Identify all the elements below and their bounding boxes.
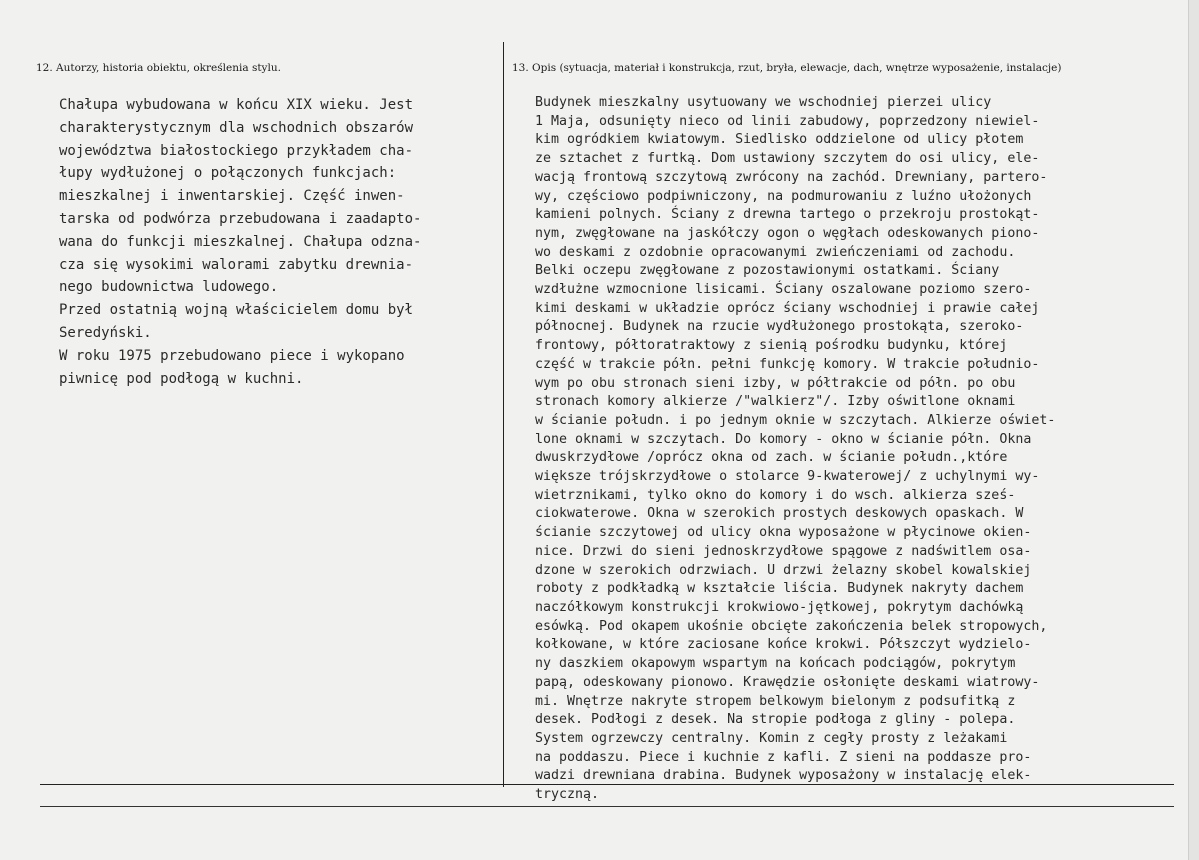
- history-text-line: nego budownictwa ludowego.: [59, 279, 279, 296]
- description-text-line: na poddaszu. Piece i kuchnie z kafli. Z sieni na poddasze pro-: [535, 749, 1032, 765]
- history-text-line: Przed ostatnią wojną właścicielem domu był: [59, 302, 414, 319]
- description-text-line: System ogrzewczy centralny. Komin z cegły prosty z leżakami: [535, 730, 1008, 746]
- description-text-line: część w trakcie półn. pełni funkcję komory. W trakcie południo-: [535, 356, 1040, 372]
- description-text-line: naczółkowym konstrukcji krokwiowo-jętkowej, pokrytym dachówką: [535, 599, 1024, 615]
- section-13-header: 13. Opis (sytuacja, materiał i konstrukcja, rzut, bryła, elewacje, dach, wnętrze wyposażenie, instalacje): [512, 62, 1062, 74]
- history-text-line: tarska od podwórza przebudowana i zaadapto-: [59, 210, 422, 227]
- description-text-line: wzdłużne wzmocnione lisicami. Ściany oszalowane poziomo szero-: [535, 282, 1032, 298]
- description-text-line: wy, częściowo podpiwniczony, na podmurowaniu z luźno ułożonych: [535, 188, 1032, 204]
- description-text-line: desek. Podłogi z desek. Na stropie podłoga z gliny - polepa.: [535, 712, 1016, 728]
- history-text-line: cza się wysokimi walorami zabytku drewnia-: [59, 256, 414, 273]
- history-text-line: mieszkalnej i inwentarskiej. Część inwen-: [59, 188, 405, 205]
- history-text-line: W roku 1975 przebudowano piece i wykopano: [59, 347, 405, 364]
- history-text-line: łupy wydłużonej o połączonych funkcjach:: [59, 165, 397, 182]
- history-text-line: Seredyński.: [59, 324, 152, 341]
- description-text-line: dzone w szerokich odrzwiach. U drzwi żelazny skobel kowalskiej: [535, 562, 1032, 578]
- history-text-line: Chałupa wybudowana w końcu XIX wieku. Jest: [59, 97, 414, 113]
- description-text-line: ścianie szczytowej od ulicy okna wyposażone w płycinowe okien-: [535, 525, 1032, 541]
- description-text-line: mi. Wnętrze nakryte stropem belkowym bielonym z podsufitką z: [535, 693, 1016, 709]
- description-text-line: większe trójskrzydłowe o stolarce 9-kwaterowej/ z uchylnymi wy-: [535, 469, 1040, 485]
- description-text-block: [535, 94, 1055, 805]
- description-text-line: wo deskami z ozdobnie opracowanymi zwieńczeniami od zachodu.: [535, 244, 1016, 260]
- section-12-header: 12. Autorzy, historia obiektu, określenia stylu.: [36, 62, 281, 74]
- description-text-line: kamieni polnych. Ściany z drewna tartego o przekroju prostokąt-: [535, 207, 1040, 223]
- history-text-line: województwa białostockiego przykładem cha-: [59, 142, 414, 159]
- description-text-line: nym, zwęgłowane na jaskółczy ogon o węgłach odeskowanych piono-: [535, 225, 1040, 241]
- history-text-line: charakterystycznym dla wschodnich obszarów: [59, 119, 414, 136]
- description-text-line: wadzi drewniana drabina. Budynek wyposażony w instalację elek-: [535, 768, 1032, 784]
- description-text-line: północnej. Budynek na rzucie wydłużonego prostokąta, szeroko-: [535, 319, 1024, 335]
- description-text-line: 1 Maja, odsunięty nieco od linii zabudowy, poprzedzony niewiel-: [535, 113, 1040, 129]
- description-text-line: kołkowane, w które zaciosane końce krokwi. Półszczyt wydzielo-: [535, 637, 1032, 653]
- description-text-line: wacją frontową szczytową zwrócony na zachód. Drewniany, partero-: [535, 169, 1048, 185]
- description-text-line: kim ogródkiem kwiatowym. Siedlisko oddzielone od ulicy płotem: [535, 132, 1024, 148]
- description-text-line: nice. Drzwi do sieni jednoskrzydłowe spągowe z nadświtlem osa-: [535, 543, 1032, 559]
- description-text-line: stronach komory alkierze /"walkierz"/. Izby oświtlone oknami: [535, 394, 1016, 410]
- history-text-block: [59, 94, 421, 390]
- description-text-line: lone oknami w szczytach. Do komory - okno w ścianie półn. Okna: [535, 431, 1032, 447]
- description-text-line: frontowy, półtoratraktowy z sienią pośrodku budynku, której: [535, 338, 1008, 354]
- page-edge-shadow: [1188, 0, 1199, 860]
- description-text-line: w ścianie połudn. i po jednym oknie w szczytach. Alkierze oświet-: [535, 412, 1056, 428]
- history-text-line: piwnicę pod podłogą w kuchni.: [59, 370, 304, 387]
- description-text-line: wym po obu stronach sieni izby, w półtrakcie od półn. po obu: [535, 375, 1016, 391]
- description-text-line: roboty z podkładką w kształcie liścia. Budynek nakryty dachem: [535, 581, 1024, 597]
- description-text-line: dwuskrzydłowe /oprócz okna od zach. w ścianie połudn.,które: [535, 450, 1008, 466]
- description-text-line: esówką. Pod okapem ukośnie obcięte zakończenia belek stropowych,: [535, 618, 1048, 634]
- description-text-line: wietrznikami, tylko okno do komory i do wsch. alkierza sześ-: [535, 487, 1016, 503]
- description-text-line: kimi deskami w układzie oprócz ściany wschodniej i prawie całej: [535, 300, 1040, 316]
- description-text-line: Budynek mieszkalny usytuowany we wschodniej pierzei ulicy: [535, 95, 992, 110]
- footer-rule: [40, 806, 1174, 807]
- description-text-line: tryczną.: [535, 787, 600, 803]
- description-text-line: ny daszkiem okapowym wspartym na końcach podciągów, pokrytym: [535, 656, 1016, 672]
- description-text-line: ciokwaterowe. Okna w szerokich prostych deskowych opaskach. W: [535, 506, 1024, 522]
- description-text-line: ze sztachet z furtką. Dom ustawiony szczytem do osi ulicy, ele-: [535, 151, 1040, 167]
- column-divider: [503, 42, 504, 787]
- description-text-line: papą, odeskowany pionowo. Krawędzie osłonięte deskami wiatrowy-: [535, 674, 1040, 690]
- description-text-line: Belki oczepu zwęgłowane z pozostawionymi ostatkami. Ściany: [535, 263, 1000, 279]
- history-text-line: wana do funkcji mieszkalnej. Chałupa odzna-: [59, 233, 422, 250]
